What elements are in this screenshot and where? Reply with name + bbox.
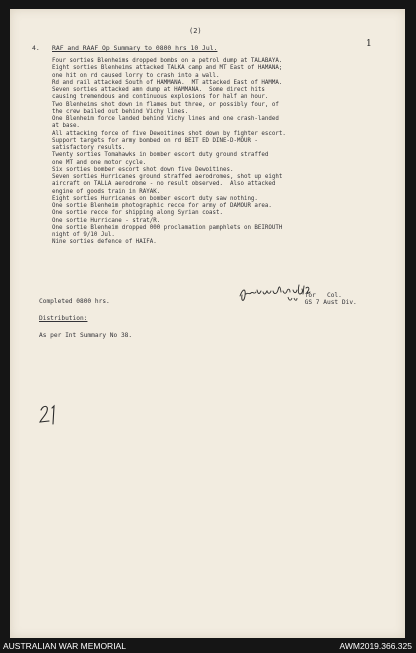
typed-line: Eight sorties Hurricanes on bomber escort duty saw nothing. [52, 195, 258, 202]
typed-line: Six sorties bomber escort shot down five Dewoitines. [52, 166, 234, 173]
distribution-heading: Distribution: [39, 315, 88, 322]
footer-institution: AUSTRALIAN WAR MEMORIAL [3, 641, 126, 651]
section-heading: RAF and RAAF Op Summary to 0800 hrs 10 Jul. [52, 44, 218, 52]
typed-line: Two Blenheims shot down in flames but three, or possibly four, of [52, 101, 279, 108]
margin-number-icon [38, 402, 60, 428]
typed-line: All attacking force of five Dewoitines shot down by fighter escort. [52, 130, 286, 137]
summary-body [52, 58, 286, 247]
typed-line: One sortie Blenheim photographic recce for army of DAMOUR area. [52, 203, 272, 209]
typed-line: One sortie Hurricane - strat/R. [52, 217, 161, 224]
signoff-line: for Col. [286, 292, 342, 299]
typed-line: satisfactory results. [52, 145, 126, 151]
typed-line: One sortie Blenheim dropped 000 proclamation pamphlets on BEIROUTH [52, 224, 283, 231]
typed-line: night of 9/10 Jul. [52, 232, 115, 238]
page-number: (2) [189, 27, 202, 35]
typed-line: engine of goods train in RAYAK. [52, 188, 161, 195]
typed-line: Eight sorties Blenheims attacked TALKA camp and MT East of HAMANA; [52, 65, 283, 72]
signature-icon [236, 282, 346, 308]
typed-line: one hit on rd caused lorry to crash into a wall. [52, 72, 220, 79]
typed-line: Support targets for army bombed on rd BEIT ED DINE-D-MOUR - [52, 137, 258, 144]
archive-footer [0, 640, 416, 653]
footer-accession-number: AWM2019.366.325 [339, 641, 412, 651]
typed-line: One Blenheim force landed behind Vichy lines and one crash-landed [52, 116, 279, 122]
completed-line: Completed 0800 hrs. [39, 298, 110, 305]
typed-line: Twenty sorties Tomahawks in bomber escort duty ground straffed [52, 152, 269, 159]
typed-line: Four sorties Blenheims dropped bombs on a petrol dump at TALABAYA. [52, 58, 283, 64]
typed-line: one MT and one motor cycle. [52, 159, 147, 166]
typed-line: Nine sorties defence of HAIFA. [52, 239, 157, 246]
typed-line: causing tremendous and continuous explosions for half an hour. [52, 94, 269, 101]
corner-mark: 1 [366, 39, 372, 49]
section-number: 4. [32, 44, 40, 52]
typed-line: Rd and rail attacked South of HAMMANA. MT attacked East of HAMMA. [52, 79, 283, 86]
distribution-detail: As per Int Summary No 38. [39, 332, 133, 339]
typed-line: the crew bailed out behind Vichy lines. [52, 108, 189, 115]
typed-line: Seven sorties attacked amn dump at HAMMANA. Some direct hits [52, 87, 265, 93]
typed-line: Seven sorties Hurricanes ground straffed aerodromes, shot up eight [52, 174, 283, 180]
typed-line: aircraft on TALLA aerodrome - no result observed. Also attacked [52, 181, 276, 188]
signoff-line: GS 7 Aust Div. [286, 299, 357, 307]
typed-line: at base. [52, 123, 80, 130]
typed-line: One sortie recce for shipping along Syrian coast. [52, 210, 224, 217]
